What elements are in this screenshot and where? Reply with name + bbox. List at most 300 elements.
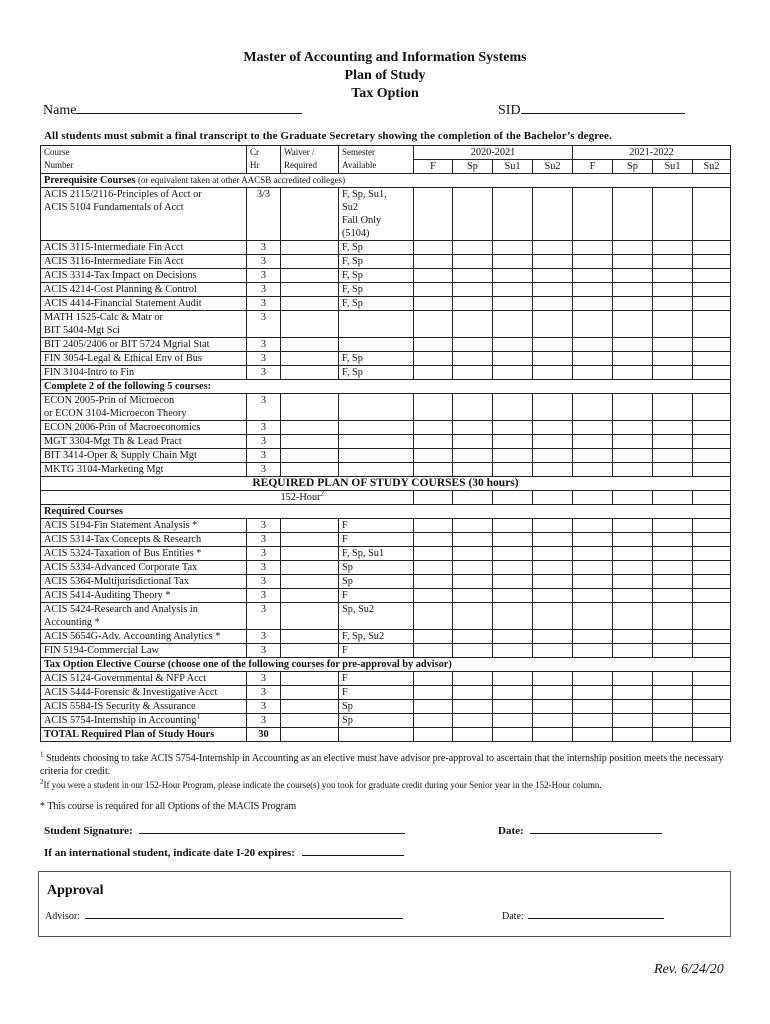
term-cell[interactable] — [653, 714, 693, 728]
term-cell[interactable] — [573, 575, 613, 589]
term-cell[interactable] — [693, 547, 731, 561]
term-cell[interactable] — [493, 728, 533, 742]
term-cell[interactable] — [493, 352, 533, 366]
term-cell[interactable] — [693, 394, 731, 421]
term-cell[interactable] — [693, 311, 731, 338]
term-cell[interactable] — [613, 686, 653, 700]
term-cell[interactable] — [613, 255, 653, 269]
term-cell[interactable] — [613, 519, 653, 533]
term-cell[interactable] — [453, 714, 493, 728]
term-cell[interactable] — [573, 269, 613, 283]
term-cell[interactable] — [613, 700, 653, 714]
term-cell[interactable] — [653, 519, 693, 533]
term-cell[interactable] — [613, 366, 653, 380]
term-cell[interactable] — [613, 714, 653, 728]
term-cell[interactable] — [493, 589, 533, 603]
term-cell[interactable] — [414, 630, 453, 644]
table-row — [41, 672, 731, 686]
term-cell[interactable] — [573, 297, 613, 311]
term-cell[interactable] — [613, 269, 653, 283]
term-cell[interactable] — [533, 297, 573, 311]
term-cell[interactable] — [533, 644, 573, 658]
term-cell[interactable] — [493, 700, 533, 714]
term-cell[interactable] — [453, 394, 493, 421]
plan-of-study-table: Course Number Cr Hr Waiver / Required Semester Available 2020-2021 F Sp Su1 Su2 2021-2022 F Sp Su1 Su2 Prerequisite Courses (or equivalent taken at other AACSB accredited colleges) ACIS 2115/2116-Principles of Acct or ACIS 5104 Fundamentals of Acct 3/3 F, Sp, Su1, Su2 Fall Only (5104) ACIS 3115-Intermediate Fin Acct 3 F, Sp ACIS 3116-Intermediate Fin Acct 3 F, Sp ACIS 3314-Tax Impact on Decisions 3 F, Sp ACIS 4214-Cost Planning & Control 3 F, Sp ACIS 4414-Financial Statement Audit 3 F, Sp MATH 1525-Calc & Matr or BIT 5404-Mgt Sci 3 BIT 2405/2406 or BIT 5724 Mgrial Stat 3 FIN 3054-Legal & Ethical Env of Bus 3 F, Sp FIN 3104-Intro to Fin 3 F, Sp Complete 2 of the following 5 courses: ECON 2005-Prin of Microecon or ECON 3104-Microecon Theory 3 ECON 2006-Prin of Macroeconomics 3 MGT 3304-Mgt Th & Lead Pract 3 BIT 3414-Oper & Supply Chain Mgt 3 MKTG 3104-Marketing Mgt 3 REQUIRED PLAN OF STUDY COURSES (30 hours) 152-Hour$^2$ Required Courses ACIS 5194-Fin Statement Analysis * 3 F ACIS 5314-Tax Concepts & Research 3 F ACIS 5324-Taxation of Bus Entities * 3 F, Sp, Su1 ACIS 5334-Advanced Corporate Tax 3 Sp ACIS 5364-Multijurisdictional Tax 3 Sp ACIS 5414-Auditing Theory * 3 F ACIS 5424-Research and Analysis in Accounting * 3 Sp, Su2 ACIS 5654G-Adv. Accounting Analytics * 3 F, Sp, Su2 FIN 5194-Commercial Law 3 F Tax Option Elective Course (choose one of the following courses for pre-approval by advisor) ACIS 5124-Governmental & NFP Acct 3 F ACIS 5444-Forensic & Investigative Acct 3 F ACIS 5584-IS Security & Assurance 3 Sp ACIS 5754-Internship in Accounting$^1$ 3 Sp TOTAL Required Plan of Study Hours 30 — [40, 145, 731, 742]
term-cell[interactable] — [414, 255, 453, 269]
term-cell[interactable] — [653, 603, 693, 630]
term-cell[interactable] — [613, 297, 653, 311]
term-cell[interactable] — [414, 435, 453, 449]
term-cell[interactable] — [414, 575, 453, 589]
term-cell[interactable] — [653, 269, 693, 283]
term-cell[interactable] — [693, 728, 731, 742]
term-cell[interactable] — [613, 188, 653, 241]
term-cell[interactable] — [453, 561, 493, 575]
term-cell[interactable] — [533, 491, 573, 505]
table-row: ACIS 5754-Internship in Accounting$^1$ 3 Sp — [41, 714, 731, 728]
table-row — [41, 352, 731, 366]
term-cell[interactable] — [493, 421, 533, 435]
term-cell[interactable] — [493, 283, 533, 297]
term-cell[interactable] — [693, 700, 731, 714]
term-cell[interactable] — [414, 644, 453, 658]
term-cell[interactable] — [414, 338, 453, 352]
term-cell[interactable] — [414, 352, 453, 366]
term-cell[interactable] — [573, 533, 613, 547]
term-cell[interactable] — [573, 589, 613, 603]
term-cell[interactable] — [493, 630, 533, 644]
term-cell[interactable] — [693, 188, 731, 241]
waiver-cell[interactable] — [281, 589, 339, 603]
term-cell[interactable] — [533, 728, 573, 742]
term-cell[interactable] — [693, 533, 731, 547]
term-cell[interactable] — [573, 311, 613, 338]
term-cell[interactable] — [414, 366, 453, 380]
term-cell[interactable] — [414, 463, 453, 477]
term-cell[interactable] — [453, 547, 493, 561]
term-cell[interactable] — [453, 449, 493, 463]
term-cell[interactable] — [693, 714, 731, 728]
term-cell[interactable] — [533, 421, 573, 435]
term-cell[interactable] — [573, 644, 613, 658]
waiver-cell[interactable] — [281, 672, 339, 686]
term-cell[interactable] — [453, 283, 493, 297]
term-cell[interactable] — [533, 561, 573, 575]
term-cell[interactable] — [693, 241, 731, 255]
term-cell[interactable] — [693, 644, 731, 658]
term-cell[interactable] — [493, 269, 533, 283]
term-cell[interactable] — [493, 644, 533, 658]
waiver-cell[interactable] — [281, 311, 339, 338]
term-cell[interactable] — [533, 366, 573, 380]
term-cell[interactable] — [613, 589, 653, 603]
term-cell[interactable] — [493, 533, 533, 547]
table-row — [41, 269, 731, 283]
credit-hours: 3 — [247, 435, 281, 449]
term-cell[interactable] — [533, 352, 573, 366]
course-name: Accounting * — [44, 617, 100, 628]
term-cell[interactable] — [573, 338, 613, 352]
term-cell[interactable] — [533, 672, 573, 686]
term-cell[interactable] — [533, 255, 573, 269]
term-cell[interactable] — [493, 686, 533, 700]
term-cell[interactable] — [653, 547, 693, 561]
term-cell[interactable] — [453, 575, 493, 589]
term-cell[interactable] — [453, 269, 493, 283]
term-cell[interactable] — [414, 519, 453, 533]
term-cell[interactable] — [414, 561, 453, 575]
term-cell[interactable] — [693, 255, 731, 269]
term-cell[interactable] — [533, 533, 573, 547]
term-cell[interactable] — [693, 421, 731, 435]
term-cell[interactable] — [453, 297, 493, 311]
term-cell[interactable] — [613, 630, 653, 644]
waiver-cell[interactable] — [281, 255, 339, 269]
term-cell[interactable] — [653, 188, 693, 241]
term-cell[interactable] — [613, 603, 653, 630]
term-cell[interactable] — [414, 394, 453, 421]
term-cell[interactable] — [493, 366, 533, 380]
term-cell[interactable] — [693, 575, 731, 589]
term-cell[interactable] — [693, 630, 731, 644]
term-cell[interactable] — [613, 352, 653, 366]
table-row — [41, 366, 731, 380]
term-cell[interactable] — [653, 575, 693, 589]
term-cell[interactable] — [414, 728, 453, 742]
term-cell[interactable] — [453, 672, 493, 686]
term-cell[interactable] — [693, 519, 731, 533]
term-cell[interactable] — [533, 686, 573, 700]
term-cell[interactable] — [613, 449, 653, 463]
term-cell[interactable] — [493, 188, 533, 241]
table-row — [41, 575, 731, 589]
term-cell[interactable] — [453, 491, 493, 505]
term-cell[interactable] — [613, 561, 653, 575]
term-cell[interactable] — [693, 297, 731, 311]
credit-hours: 3 — [247, 297, 281, 311]
term-cell[interactable] — [414, 547, 453, 561]
term-cell[interactable] — [653, 728, 693, 742]
term-cell[interactable] — [573, 630, 613, 644]
term-cell[interactable] — [693, 338, 731, 352]
term-cell[interactable] — [613, 338, 653, 352]
term-cell[interactable] — [573, 728, 613, 742]
table-row — [41, 421, 731, 435]
semester-available: F, Sp — [342, 367, 363, 378]
term-cell[interactable] — [653, 463, 693, 477]
credit-hours: 3 — [247, 644, 281, 658]
term-cell[interactable] — [693, 352, 731, 366]
term-cell[interactable] — [493, 714, 533, 728]
term-cell[interactable] — [414, 297, 453, 311]
term-cell[interactable] — [573, 283, 613, 297]
term-cell[interactable] — [414, 283, 453, 297]
waiver-cell[interactable] — [281, 644, 339, 658]
term-cell[interactable] — [533, 283, 573, 297]
term-cell[interactable] — [653, 644, 693, 658]
term-cell[interactable] — [573, 519, 613, 533]
term-cell[interactable] — [693, 672, 731, 686]
term-cell[interactable] — [693, 283, 731, 297]
term-cell[interactable] — [693, 561, 731, 575]
term-cell[interactable] — [493, 463, 533, 477]
table-row — [41, 561, 731, 575]
waiver-cell[interactable] — [281, 269, 339, 283]
term-cell[interactable] — [693, 686, 731, 700]
credit-hours: 3 — [247, 269, 281, 283]
term-cell[interactable] — [693, 366, 731, 380]
waiver-cell[interactable] — [281, 519, 339, 533]
term-cell[interactable] — [613, 728, 653, 742]
term-cell[interactable] — [533, 311, 573, 338]
term-cell[interactable] — [613, 533, 653, 547]
waiver-cell[interactable] — [281, 394, 339, 421]
term-cell[interactable] — [573, 188, 613, 241]
term-cell[interactable] — [414, 491, 453, 505]
term-cell[interactable] — [493, 241, 533, 255]
term-cell[interactable] — [653, 311, 693, 338]
term-cell[interactable] — [493, 603, 533, 630]
waiver-cell[interactable] — [281, 366, 339, 380]
term-cell[interactable] — [653, 394, 693, 421]
advisor-field[interactable] — [45, 909, 403, 922]
waiver-cell[interactable] — [281, 575, 339, 589]
term-cell[interactable] — [453, 188, 493, 241]
term-cell[interactable] — [653, 435, 693, 449]
term-cell[interactable] — [533, 575, 573, 589]
term-cell[interactable] — [453, 435, 493, 449]
term-cell[interactable] — [414, 686, 453, 700]
term-cell[interactable] — [653, 366, 693, 380]
term-cell[interactable] — [533, 435, 573, 449]
term-cell[interactable] — [613, 394, 653, 421]
term-cell[interactable] — [414, 311, 453, 338]
term-cell[interactable] — [573, 435, 613, 449]
term-cell[interactable] — [653, 700, 693, 714]
waiver-cell[interactable] — [281, 533, 339, 547]
semester-available: F — [342, 687, 348, 698]
waiver-cell[interactable] — [281, 421, 339, 435]
term-cell[interactable] — [414, 269, 453, 283]
term-cell[interactable] — [493, 519, 533, 533]
term-cell[interactable] — [653, 255, 693, 269]
term-cell[interactable] — [453, 603, 493, 630]
term-cell[interactable] — [533, 700, 573, 714]
term-cell[interactable] — [493, 491, 533, 505]
term-cell[interactable] — [453, 463, 493, 477]
term-cell[interactable] — [533, 630, 573, 644]
name-field[interactable] — [43, 99, 302, 119]
term-cell[interactable] — [493, 338, 533, 352]
term-cell[interactable] — [693, 589, 731, 603]
term-cell[interactable] — [653, 338, 693, 352]
term-cell[interactable] — [414, 188, 453, 241]
waiver-cell[interactable] — [281, 352, 339, 366]
term-cell[interactable] — [653, 283, 693, 297]
term-cell[interactable] — [533, 394, 573, 421]
sid-field[interactable] — [498, 99, 685, 119]
waiver-cell[interactable] — [281, 283, 339, 297]
term-cell[interactable] — [453, 366, 493, 380]
term-cell[interactable] — [533, 188, 573, 241]
term-cell[interactable] — [453, 630, 493, 644]
student-signature-field[interactable] — [44, 823, 405, 837]
semester-available: F, Sp — [342, 284, 363, 295]
waiver-cell[interactable] — [281, 547, 339, 561]
term-cell[interactable] — [693, 449, 731, 463]
term-cell[interactable] — [414, 714, 453, 728]
term-cell[interactable] — [493, 575, 533, 589]
term-cell[interactable] — [493, 672, 533, 686]
term-cell[interactable] — [693, 491, 731, 505]
term-cell[interactable] — [573, 547, 613, 561]
term-cell[interactable] — [613, 241, 653, 255]
term-cell[interactable] — [653, 241, 693, 255]
term-cell[interactable] — [653, 589, 693, 603]
term-cell[interactable] — [653, 449, 693, 463]
term-cell[interactable] — [573, 352, 613, 366]
term-cell[interactable] — [453, 686, 493, 700]
course-name: ACIS 3115-Intermediate Fin Acct — [44, 242, 184, 253]
term-cell[interactable] — [453, 700, 493, 714]
term-cell[interactable] — [613, 575, 653, 589]
term-cell[interactable] — [573, 463, 613, 477]
term-cell[interactable] — [693, 603, 731, 630]
term-cell[interactable] — [533, 714, 573, 728]
waiver-cell[interactable] — [281, 435, 339, 449]
term-cell[interactable] — [414, 241, 453, 255]
term-cell[interactable] — [533, 519, 573, 533]
term-cell[interactable] — [613, 491, 653, 505]
term-cell[interactable] — [414, 421, 453, 435]
term-cell[interactable] — [533, 463, 573, 477]
term-cell[interactable] — [414, 533, 453, 547]
term-cell[interactable] — [493, 394, 533, 421]
term-cell[interactable] — [414, 449, 453, 463]
term-cell[interactable] — [653, 421, 693, 435]
term-cell[interactable] — [414, 672, 453, 686]
term-cell[interactable] — [573, 366, 613, 380]
term-cell[interactable] — [533, 269, 573, 283]
term-cell[interactable] — [414, 603, 453, 630]
term-cell[interactable] — [414, 589, 453, 603]
term-cell[interactable] — [613, 644, 653, 658]
semester-available: F — [342, 590, 348, 601]
term-cell[interactable] — [613, 283, 653, 297]
term-cell[interactable] — [653, 630, 693, 644]
term-cell[interactable] — [613, 435, 653, 449]
term-cell[interactable] — [573, 394, 613, 421]
term-cell[interactable] — [653, 297, 693, 311]
waiver-cell[interactable] — [281, 561, 339, 575]
term-cell[interactable] — [453, 338, 493, 352]
semester-available: F, Sp — [342, 256, 363, 267]
waiver-cell[interactable] — [281, 603, 339, 630]
term-cell[interactable] — [693, 463, 731, 477]
term-cell[interactable] — [453, 728, 493, 742]
signature-date-field[interactable] — [498, 823, 662, 837]
approval-date-field[interactable] — [502, 909, 664, 922]
term-cell[interactable] — [493, 561, 533, 575]
term-cell[interactable] — [653, 672, 693, 686]
term-cell[interactable] — [453, 311, 493, 338]
term-cell[interactable] — [453, 644, 493, 658]
course-name: ACIS 5124-Governmental & NFP Acct — [44, 673, 207, 684]
term-cell[interactable] — [573, 700, 613, 714]
waiver-cell[interactable] — [281, 338, 339, 352]
term-cell[interactable] — [533, 449, 573, 463]
waiver-cell[interactable] — [281, 686, 339, 700]
term-cell[interactable] — [493, 297, 533, 311]
term-cell[interactable] — [453, 241, 493, 255]
footnote-1: $^1$ Students choosing to take ACIS 5754-Internship in Accounting as an elective must have advisor pre-approval to ascertain that the internship position meets the necessary criteria for credit. — [40, 750, 724, 777]
term-cell[interactable] — [493, 435, 533, 449]
table-row — [41, 188, 731, 241]
term-cell[interactable] — [573, 603, 613, 630]
term-cell[interactable] — [414, 700, 453, 714]
term-cell[interactable] — [573, 686, 613, 700]
term-cell[interactable] — [573, 449, 613, 463]
term-cell[interactable] — [453, 421, 493, 435]
term-cell[interactable] — [693, 269, 731, 283]
waiver-cell[interactable] — [281, 463, 339, 477]
term-cell[interactable] — [453, 589, 493, 603]
term-cell[interactable] — [573, 491, 613, 505]
waiver-cell[interactable] — [281, 241, 339, 255]
term-cell[interactable] — [493, 311, 533, 338]
i20-field[interactable] — [44, 845, 404, 859]
term-cell[interactable] — [533, 603, 573, 630]
term-cell[interactable] — [653, 561, 693, 575]
waiver-cell[interactable] — [281, 188, 339, 241]
course-name: ACIS 5314-Tax Concepts & Research — [44, 534, 202, 545]
term-cell[interactable] — [533, 547, 573, 561]
term-cell[interactable] — [653, 352, 693, 366]
term-cell[interactable] — [453, 255, 493, 269]
term-cell[interactable] — [573, 255, 613, 269]
term-cell[interactable] — [653, 686, 693, 700]
term-cell[interactable] — [613, 463, 653, 477]
term-cell[interactable] — [653, 533, 693, 547]
waiver-cell[interactable] — [281, 700, 339, 714]
term-cell[interactable] — [453, 533, 493, 547]
term-cell[interactable] — [533, 589, 573, 603]
term-cell[interactable] — [493, 449, 533, 463]
term-cell[interactable] — [533, 338, 573, 352]
term-cell[interactable] — [613, 672, 653, 686]
term-cell[interactable] — [613, 311, 653, 338]
term-cell[interactable] — [613, 421, 653, 435]
term-cell[interactable] — [573, 672, 613, 686]
term-cell[interactable] — [613, 547, 653, 561]
waiver-cell[interactable] — [281, 297, 339, 311]
term-cell[interactable] — [573, 561, 613, 575]
term-cell[interactable] — [453, 519, 493, 533]
term-cell[interactable] — [693, 435, 731, 449]
term-cell[interactable] — [573, 714, 613, 728]
term-cell[interactable] — [493, 255, 533, 269]
term-cell[interactable] — [533, 241, 573, 255]
term-cell[interactable] — [573, 421, 613, 435]
term-cell[interactable] — [493, 547, 533, 561]
title-line-2: Plan of Study — [344, 68, 426, 83]
term-cell[interactable] — [573, 241, 613, 255]
waiver-cell[interactable] — [281, 630, 339, 644]
waiver-cell[interactable] — [281, 714, 339, 728]
term-cell[interactable] — [453, 352, 493, 366]
term-cell[interactable] — [653, 491, 693, 505]
waiver-cell[interactable] — [281, 449, 339, 463]
